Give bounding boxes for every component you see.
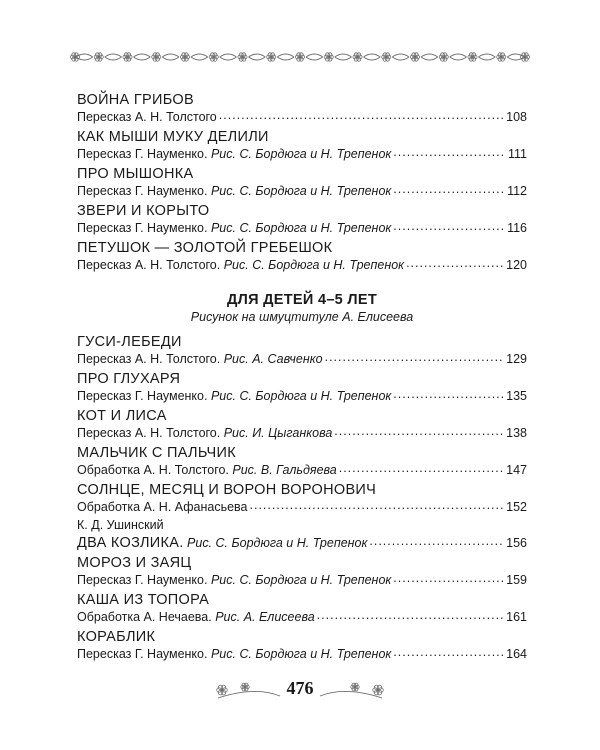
toc-entry-title: ЗВЕРИ И КОРЫТО xyxy=(77,203,210,219)
toc-entry-illustrator: Рис. А. Савченко xyxy=(223,352,323,366)
toc-entry-desc xyxy=(77,183,391,199)
toc-entry xyxy=(77,444,527,478)
toc-entry-title: ПЕТУШОК — ЗОЛОТОЙ ГРЕБЕШОК xyxy=(77,240,333,256)
toc-entry-illustrator: Рис. С. Бордюга и Н. Трепенок xyxy=(210,221,392,235)
toc-entry-title: ДВА КОЗЛИКА. xyxy=(77,535,184,551)
leader-dots xyxy=(393,572,504,584)
toc-entry xyxy=(77,554,527,588)
leader-dots xyxy=(219,109,504,121)
toc-entry xyxy=(77,128,527,162)
toc-entry-page: 112 xyxy=(507,184,527,198)
toc-entry-credit: Обработка А. Нечаева. xyxy=(77,610,212,624)
toc-entry-credit: Пересказ Г. Науменко. xyxy=(77,221,208,235)
toc-entry-desc xyxy=(77,388,391,404)
toc-entry-page: 152 xyxy=(506,500,527,514)
section-header xyxy=(77,291,527,325)
toc-entry-credit: Пересказ А. Н. Толстого. xyxy=(77,426,221,440)
toc-entry xyxy=(77,165,527,199)
toc-entry-illustrator: Рис. С. Бордюга и Н. Трепенок xyxy=(210,573,392,587)
toc-entry-page: 116 xyxy=(507,221,527,235)
toc-entry-row xyxy=(77,499,527,515)
toc-entry-desc xyxy=(77,109,217,125)
toc-entry-desc xyxy=(77,609,315,625)
toc-entry-row xyxy=(77,146,527,162)
section-subheading: Рисунок на шмуцтитуле А. Елисеева xyxy=(190,310,414,324)
author-line: К. Д. Ушинский xyxy=(77,518,164,532)
toc-list-bottom-a xyxy=(77,333,527,515)
toc-entry xyxy=(77,535,527,551)
toc-entry-row xyxy=(77,425,527,441)
toc-entry-page: 164 xyxy=(506,647,527,661)
toc-entry-row xyxy=(77,183,527,199)
leader-dots xyxy=(393,146,506,158)
toc-entry-illustrator: Рис. В. Гальдяева xyxy=(232,463,337,477)
leader-dots xyxy=(393,183,505,195)
toc-entry-page: 156 xyxy=(506,536,527,550)
toc-entry-title: КОРАБЛИК xyxy=(77,629,156,645)
leader-dots xyxy=(325,351,505,363)
toc-entry-credit: Пересказ А. Н. Толстого. xyxy=(77,352,221,366)
toc-entry-desc xyxy=(77,220,391,236)
toc-entry-page: 135 xyxy=(506,389,527,403)
top-ornament-border xyxy=(70,50,530,64)
toc-entry xyxy=(77,333,527,367)
toc-entry-credit: Пересказ Г. Науменко. xyxy=(77,389,208,403)
toc-entry-title: ПРО ГЛУХАРЯ xyxy=(77,371,181,387)
toc-entry-page: 159 xyxy=(506,573,527,587)
toc-entry-page: 108 xyxy=(506,110,527,124)
toc-entry-page: 161 xyxy=(506,610,527,624)
toc-entry xyxy=(77,239,527,273)
toc-entry-desc xyxy=(77,146,391,162)
toc-entry-credit: Обработка А. Н. Афанасьева xyxy=(77,500,248,514)
toc-entry-title: КОТ И ЛИСА xyxy=(77,408,167,424)
toc-entry-illustrator: Рис. С. Бордюга и Н. Трепенок xyxy=(210,389,392,403)
toc-entry-title: СОЛНЦЕ, МЕСЯЦ И ВОРОН ВОРОНОВИЧ xyxy=(77,482,377,498)
toc-entry-title: МОРОЗ И ЗАЯЦ xyxy=(77,555,192,571)
toc-entry-credit: Пересказ Г. Науменко. xyxy=(77,647,208,661)
toc-entry-credit: Пересказ Г. Науменко. xyxy=(77,573,208,587)
toc-entry-page: 120 xyxy=(506,258,527,272)
toc-entry xyxy=(77,91,527,125)
toc-entry-credit: Обработка А. Н. Толстого. xyxy=(77,463,229,477)
toc-entry xyxy=(77,481,527,515)
page-footer xyxy=(210,678,390,702)
leader-dots xyxy=(369,535,504,547)
toc-entry-desc xyxy=(77,535,367,551)
toc-entry-illustrator: Рис. И. Цыганкова xyxy=(223,426,333,440)
toc-entry-desc xyxy=(77,351,323,367)
toc-entry-desc xyxy=(77,499,248,515)
toc-entry-illustrator: Рис. С. Бордюга и Н. Трепенок xyxy=(210,147,392,161)
toc-entry-row xyxy=(77,535,527,551)
toc-entry-desc xyxy=(77,646,391,662)
section-heading: ДЛЯ ДЕТЕЙ 4–5 ЛЕТ xyxy=(227,292,377,308)
toc-entry-title: ВОЙНА ГРИБОВ xyxy=(77,92,194,108)
toc-entry-illustrator: Рис. С. Бордюга и Н. Трепенок xyxy=(187,536,368,550)
toc-entry xyxy=(77,202,527,236)
leader-dots xyxy=(393,646,504,658)
toc-entry-credit: Пересказ Г. Науменко. xyxy=(77,184,208,198)
leader-dots xyxy=(393,388,504,400)
toc-entry-desc xyxy=(77,257,404,273)
toc-entry-credit: Пересказ А. Н. Толстого. xyxy=(77,258,221,272)
toc-entry-desc xyxy=(77,462,337,478)
toc-entry-page: 111 xyxy=(507,147,527,161)
toc-entry-desc xyxy=(77,572,391,588)
toc-entry-credit: Пересказ А. Н. Толстого xyxy=(77,110,217,124)
toc-entry-row xyxy=(77,388,527,404)
toc-entry-credit: Пересказ Г. Науменко. xyxy=(77,147,208,161)
toc-entry-title: КАК МЫШИ МУКУ ДЕЛИЛИ xyxy=(77,129,269,145)
toc-entry xyxy=(77,591,527,625)
toc-entry xyxy=(77,370,527,404)
toc-entry-title: ПРО МЫШОНКА xyxy=(77,166,194,182)
toc-list-bottom-b xyxy=(77,535,527,662)
toc-entry xyxy=(77,407,527,441)
leader-dots xyxy=(250,499,505,511)
leader-dots xyxy=(406,257,504,269)
page-number: 476 xyxy=(286,678,314,698)
toc-entry-title: КАША ИЗ ТОПОРА xyxy=(77,592,210,608)
toc-entry-illustrator: Рис. С. Бордюга и Н. Трепенок xyxy=(210,647,392,661)
toc-entry-illustrator: Рис. С. Бордюга и Н. Трепенок xyxy=(210,184,392,198)
toc-entry-page: 129 xyxy=(506,352,527,366)
toc-entry-desc xyxy=(77,425,332,441)
toc-entry-row xyxy=(77,609,527,625)
toc-entry-title: МАЛЬЧИК С ПАЛЬЧИК xyxy=(77,445,236,461)
toc-entry-row xyxy=(77,220,527,236)
toc-entry-page: 138 xyxy=(506,426,527,440)
toc-entry-illustrator: Рис. С. Бордюга и Н. Трепенок xyxy=(223,258,405,272)
toc-entry-page: 147 xyxy=(506,463,527,477)
leader-dots xyxy=(334,425,504,437)
leader-dots xyxy=(317,609,504,621)
toc-entry-row xyxy=(77,351,527,367)
table-of-contents xyxy=(77,88,527,662)
leader-dots xyxy=(393,220,505,232)
toc-entry-illustrator: Рис. А. Елисеева xyxy=(215,610,315,624)
toc-entry-row xyxy=(77,109,527,125)
toc-entry-row xyxy=(77,646,527,662)
toc-entry-row xyxy=(77,572,527,588)
leader-dots xyxy=(339,462,504,474)
toc-entry-title: ГУСИ-ЛЕБЕДИ xyxy=(77,334,182,350)
toc-list-top xyxy=(77,91,527,273)
toc-entry xyxy=(77,628,527,662)
toc-entry-row xyxy=(77,257,527,273)
toc-entry-row xyxy=(77,462,527,478)
